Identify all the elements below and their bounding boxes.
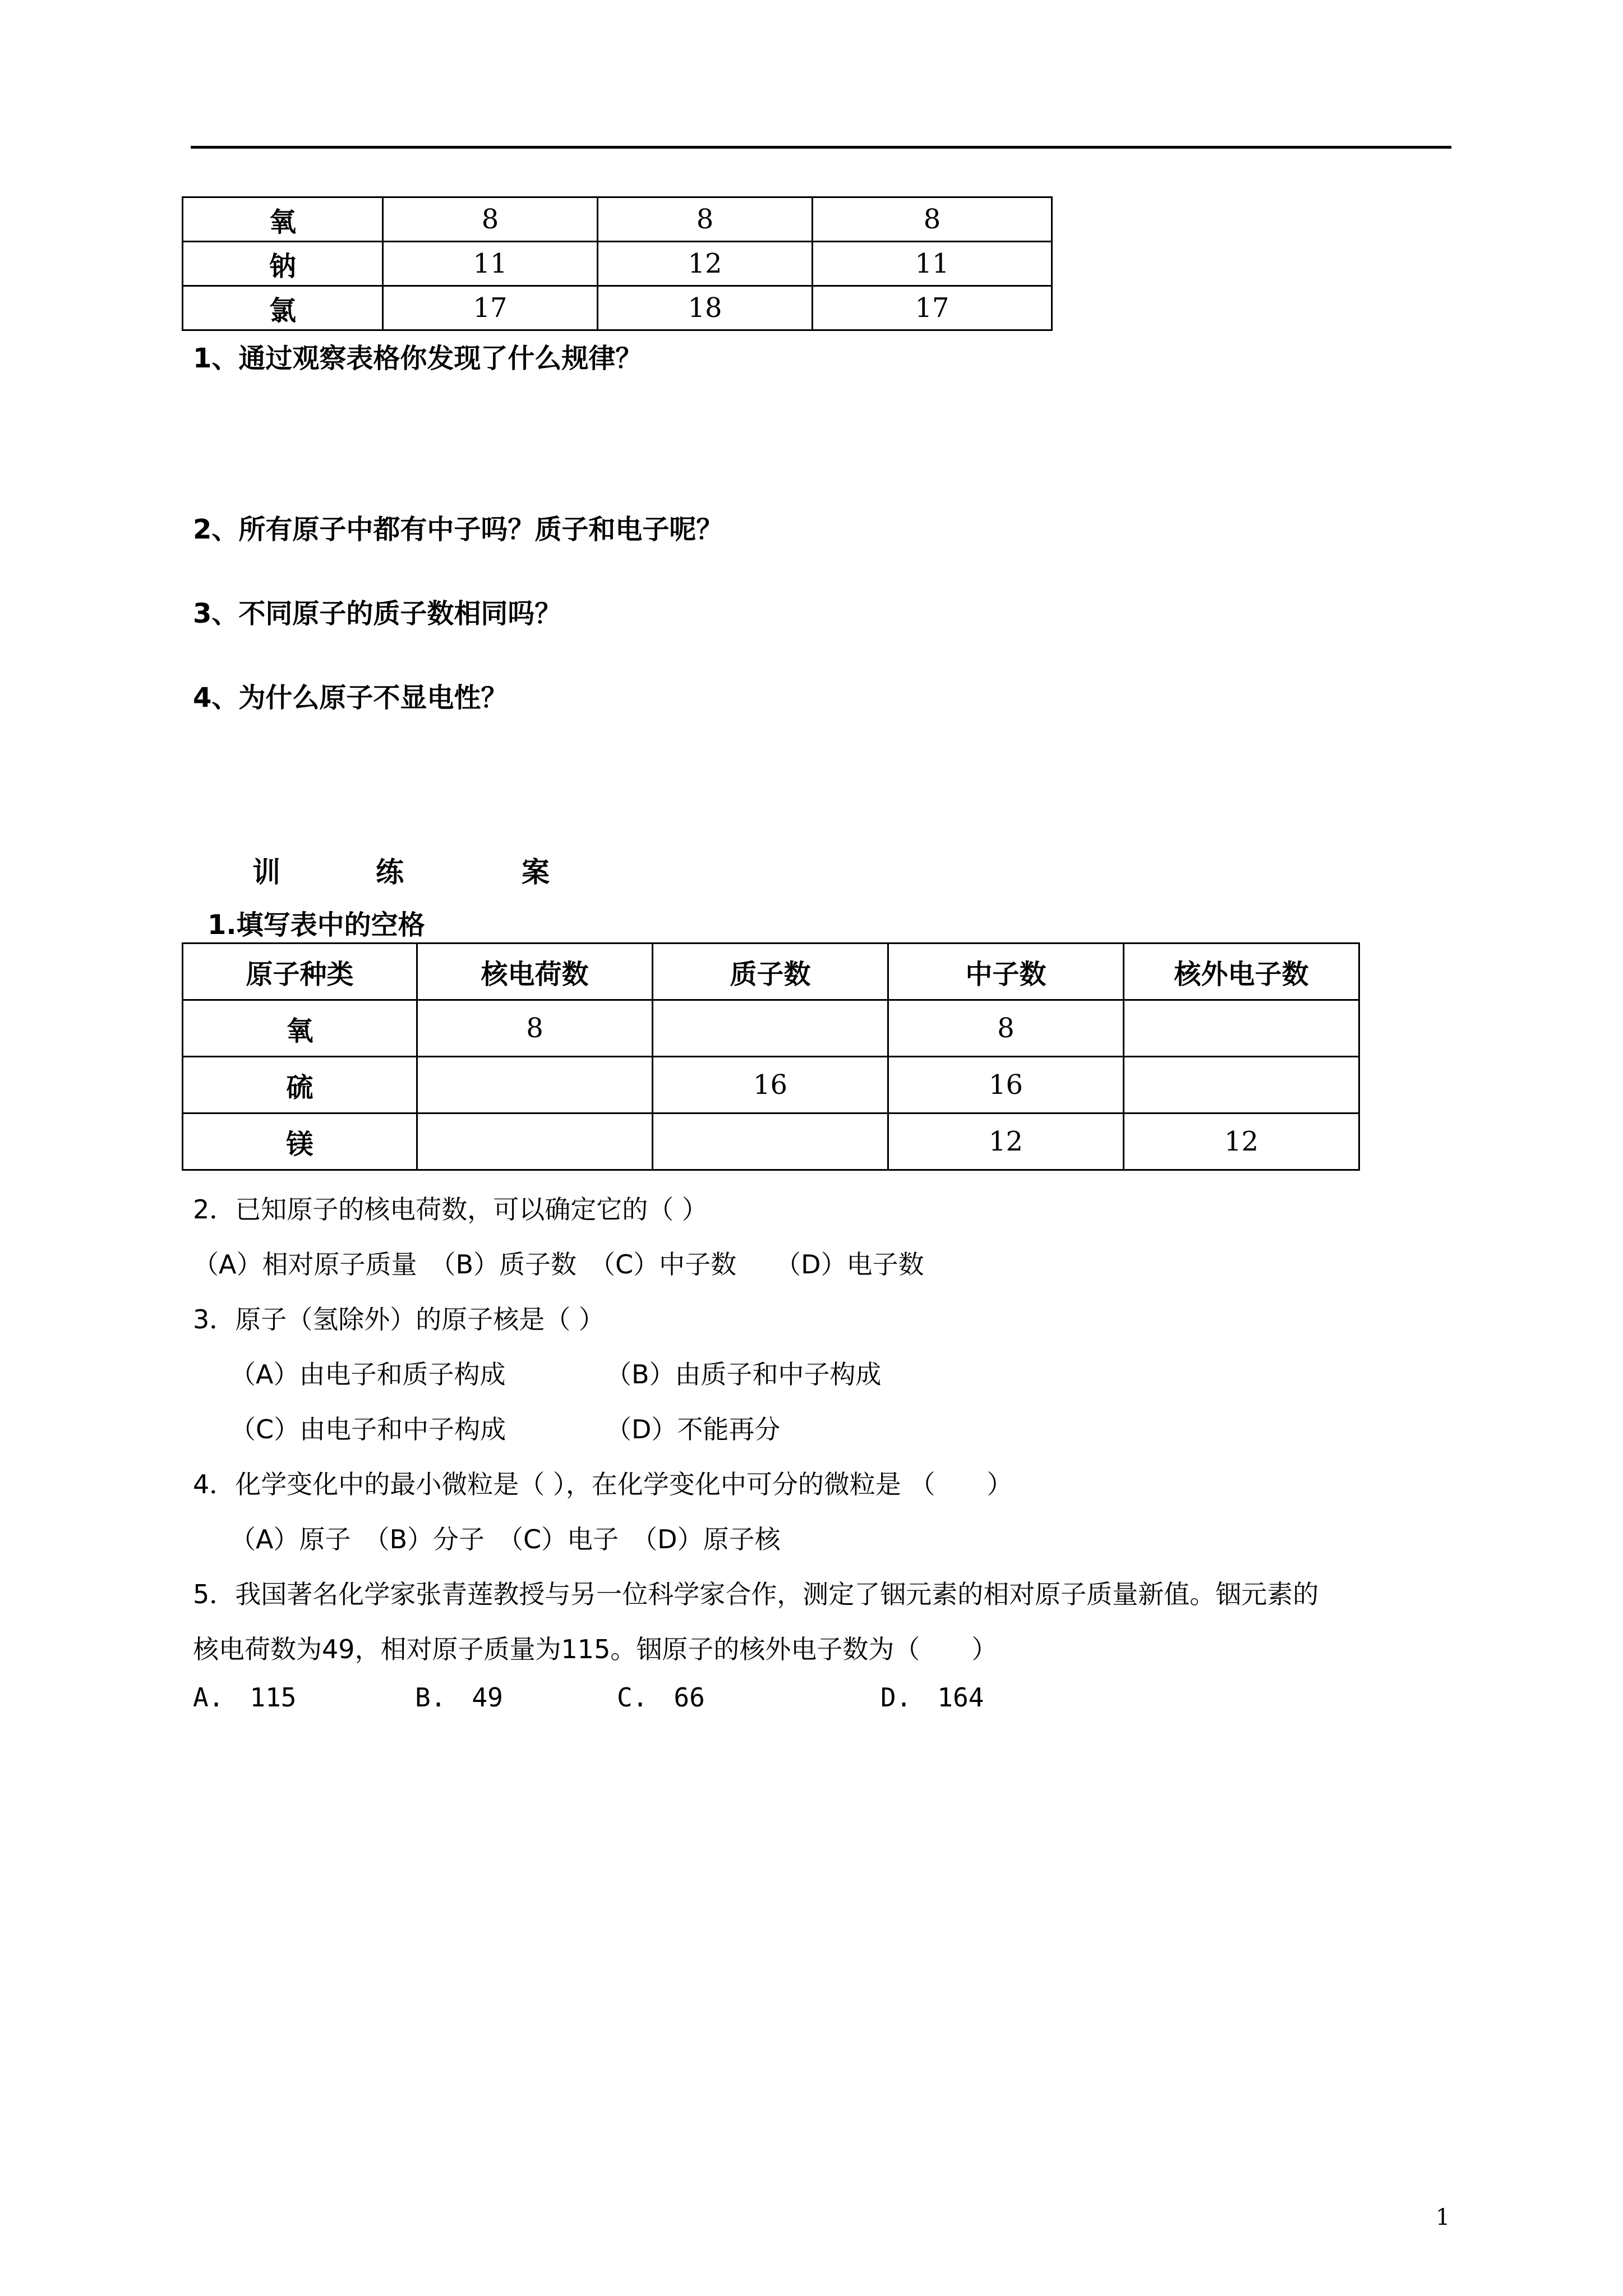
table-cell: [1124, 1000, 1359, 1057]
table-header-cell: 质子数: [653, 944, 888, 1000]
table-cell: 8: [598, 197, 813, 242]
table-row: [183, 197, 1052, 242]
table-cell: [653, 1000, 888, 1057]
table-cell: 12: [888, 1114, 1124, 1170]
table-row: [183, 1057, 1359, 1114]
table-cell: [1124, 1057, 1359, 1114]
page-number: 1: [1436, 2205, 1450, 2230]
training-q3-option-d: （D）不能再分: [606, 1414, 781, 1444]
question-1: 1、通过观察表格你发现了什么规律？: [193, 343, 643, 374]
table-header-cell: 原子种类: [183, 944, 417, 1000]
table-cell: 12: [598, 242, 813, 286]
table-cell: 硫: [183, 1057, 417, 1114]
training-q5-option-a: A. 115: [193, 1682, 297, 1713]
table-cell: 钠: [183, 242, 383, 286]
table-cell: 氧: [183, 197, 383, 242]
training-q5-line2: 核电荷数为49，相对原子质量为115。铟原子的核外电子数为（ ）: [193, 1634, 998, 1664]
question-2: 2、所有原子中都有中子吗？质子和电子呢？: [193, 514, 723, 545]
question-4: 4、为什么原子不显电性？: [193, 682, 508, 714]
section-title-char: 案: [522, 856, 550, 889]
training-q3-option-a: （A）由电子和质子构成: [230, 1359, 506, 1389]
table-cell: 16: [888, 1057, 1124, 1114]
table-header-cell: 中子数: [888, 944, 1124, 1000]
training-q5-option-c: C. 66: [617, 1682, 705, 1713]
table-header-row: [183, 944, 1359, 1000]
table-header-cell: 核外电子数: [1124, 944, 1359, 1000]
training-q3: 3．原子（氢除外）的原子核是（ ）: [193, 1304, 605, 1335]
training-q1: 1.填写表中的空格: [208, 909, 425, 941]
training-q2-options: （A）相对原子质量 （B）质子数 （C）中子数 （D）电子数: [193, 1249, 924, 1280]
table-cell: 16: [653, 1057, 888, 1114]
training-q3-option-c: （C）由电子和中子构成: [230, 1414, 506, 1444]
atom-fill-table: [182, 942, 1360, 1171]
table-cell: 氧: [183, 1000, 417, 1057]
table-cell: 11: [383, 242, 598, 286]
table-cell: [417, 1114, 653, 1170]
atom-table-top: [182, 196, 1053, 331]
training-q4-options: （A）原子 （B）分子 （C）电子 （D）原子核: [230, 1524, 781, 1554]
table-cell: 17: [383, 286, 598, 330]
table-cell: 8: [888, 1000, 1124, 1057]
training-q4: 4．化学变化中的最小微粒是（ ），在化学变化中可分的微粒是 （ ）: [193, 1469, 1013, 1499]
training-q5-option-d: D. 164: [880, 1682, 984, 1713]
table-cell: 镁: [183, 1114, 417, 1170]
header-rule: [191, 146, 1451, 149]
section-title-char: 练: [376, 856, 404, 889]
table-cell: 18: [598, 286, 813, 330]
training-q3-option-b: （B）由质子和中子构成: [606, 1359, 882, 1389]
section-title: [252, 850, 550, 890]
training-q5-line1: 5．我国著名化学家张青莲教授与另一位科学家合作，测定了铟元素的相对原子质量新值。铟元素的: [193, 1579, 1319, 1609]
table-cell: 氯: [183, 286, 383, 330]
table-cell: 8: [813, 197, 1052, 242]
training-q5-option-b: B. 49: [415, 1682, 503, 1713]
table-header-cell: 核电荷数: [417, 944, 653, 1000]
section-title-char: 训: [252, 856, 280, 889]
table-cell: [653, 1114, 888, 1170]
table-row: [183, 286, 1052, 330]
table-cell: [417, 1057, 653, 1114]
table-row: [183, 242, 1052, 286]
table-cell: 12: [1124, 1114, 1359, 1170]
table-cell: 17: [813, 286, 1052, 330]
table-row: [183, 1114, 1359, 1170]
table-row: [183, 1000, 1359, 1057]
table-cell: 8: [417, 1000, 653, 1057]
training-q2: 2．已知原子的核电荷数，可以确定它的（ ）: [193, 1194, 708, 1225]
question-3: 3、不同原子的质子数相同吗？: [193, 598, 562, 629]
table-cell: 8: [383, 197, 598, 242]
table-cell: 11: [813, 242, 1052, 286]
